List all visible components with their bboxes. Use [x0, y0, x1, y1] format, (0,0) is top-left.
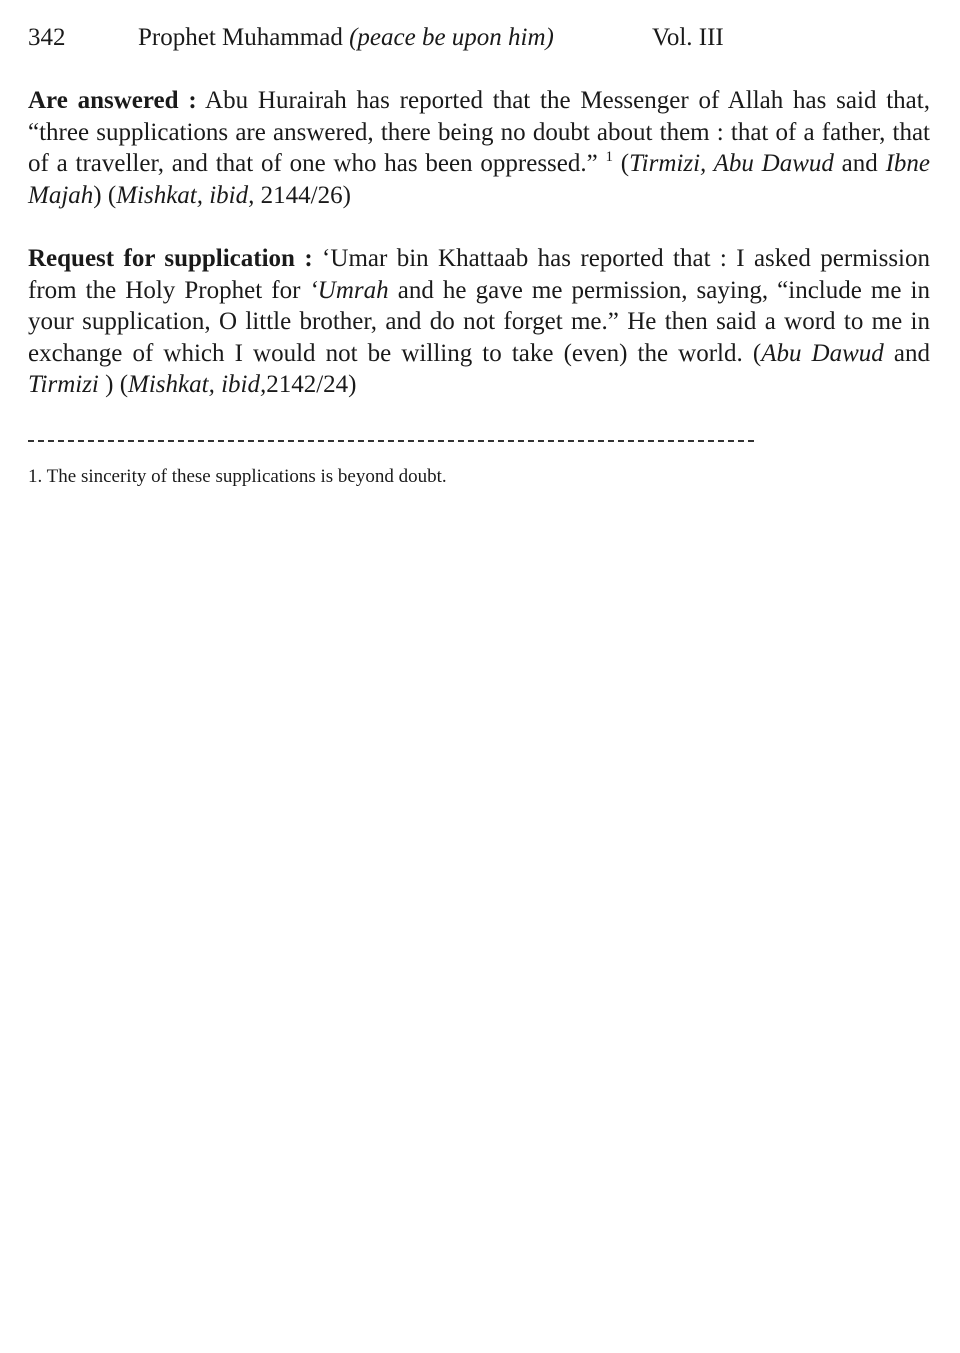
page-number: 342: [28, 24, 66, 51]
paragraph-text: and: [833, 150, 886, 177]
source-citation: Tirmizi: [28, 371, 99, 398]
paragraph-text: Abu Hurairah has reported that the Messenger of Allah has said that, “three supplications are answered, there being no doubt about them : that of a father, that of a traveller, and that of one who has been oppressed.”: [28, 87, 930, 177]
paragraph-text: and he gave me permission, saying, “include me in your supplication, O little brother, and do not forget me.” He then said a word to me in exchange of which I would not be willing to take (even) the world. (: [28, 276, 930, 367]
source-citation: Tirmizi, Abu Dawud: [629, 150, 834, 177]
page-header: [28, 20, 932, 56]
source-citation: Mishkat, ibid,: [116, 181, 255, 209]
paragraph-are-answered: [28, 85, 930, 211]
footnote-text: The sincerity of these supplications is beyond doubt.: [42, 466, 447, 487]
section-heading: Are answered :: [28, 87, 197, 114]
paragraph-text: (: [613, 150, 630, 177]
paragraph-text: 2144/26): [254, 181, 351, 209]
running-title-main: Prophet Muhammad: [138, 24, 343, 51]
paragraph-text: ) (: [93, 181, 117, 209]
footnote-reference: 1: [605, 149, 614, 165]
source-citation: Mishkat, ibid,: [128, 371, 267, 398]
source-citation: Abu Dawud: [761, 339, 884, 367]
running-title: [138, 20, 554, 56]
volume-label: Vol. III: [652, 24, 724, 51]
paragraph-text: ) (: [98, 371, 129, 398]
paragraph-text: 2142/24): [266, 371, 357, 398]
paragraph-text: and: [883, 339, 930, 367]
footnote-divider: [28, 440, 754, 442]
running-title-honorific: (peace be upon him): [349, 24, 554, 51]
footnote-1: [28, 463, 930, 491]
footnote-number: 1.: [28, 466, 43, 487]
paragraph-request-for-supplication: [28, 243, 930, 401]
section-heading: Request for supplication :: [28, 245, 313, 272]
source-citation: Ibne Majah: [28, 150, 930, 209]
italic-term: ‘Umrah: [309, 276, 389, 304]
paragraph-text: ‘Umar bin Khattaab has reported that : I asked permission from the Holy Prophet for: [28, 245, 930, 304]
